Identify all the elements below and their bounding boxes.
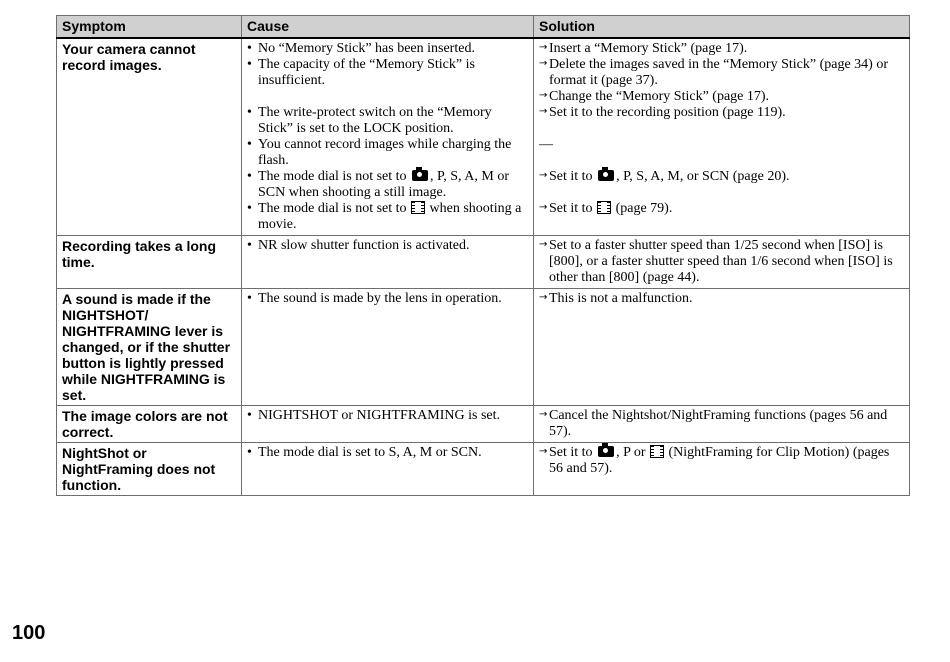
solution-item: → Set to a faster shutter speed than 1/25 second when [ISO] is [800], or a faster shutter speed than 1/6 second when [ISO] is other than [800] (page 44). bbox=[539, 238, 903, 286]
solution-dash: — bbox=[539, 137, 553, 152]
cause-item: • You cannot record images while charging the flash. bbox=[247, 137, 527, 169]
table-row bbox=[57, 443, 910, 496]
cause-cell bbox=[242, 289, 534, 406]
table-header-row bbox=[57, 16, 910, 39]
cause-cell bbox=[242, 406, 534, 443]
camera-mode-icon bbox=[598, 170, 614, 181]
cause-item: • The write-protect switch on the “Memory Stick” is set to the LOCK position. bbox=[247, 105, 527, 137]
solution-text: Set it to bbox=[549, 201, 593, 216]
table-row bbox=[57, 289, 910, 406]
solution-text: , P, S, A, M, or SCN (page 20). bbox=[616, 169, 790, 184]
movie-mode-icon bbox=[411, 201, 425, 214]
camera-mode-icon bbox=[412, 170, 428, 181]
symptom-cell: Your camera cannot record images. bbox=[57, 38, 242, 236]
cause-item: • NR slow shutter function is activated. bbox=[247, 238, 527, 254]
solution-cell bbox=[534, 406, 910, 443]
table-row bbox=[57, 236, 910, 289]
solution-item: → Set it to the recording position (page 119). bbox=[539, 105, 903, 121]
solution-text: Set it to bbox=[549, 169, 593, 184]
cause-item: • The mode dial is set to S, A, M or SCN. bbox=[247, 445, 527, 461]
symptom-cell: Recording takes a long time. bbox=[57, 236, 242, 289]
cause-text: when shooting a movie. bbox=[258, 201, 522, 232]
symptom-cell: The image colors are not correct. bbox=[57, 406, 242, 443]
solution-item bbox=[539, 445, 903, 477]
cause-text: The mode dial is not set to bbox=[258, 169, 407, 184]
cause-text: The mode dial is not set to bbox=[258, 201, 407, 216]
movie-mode-icon bbox=[597, 201, 611, 214]
solution-cell bbox=[534, 38, 910, 236]
solution-item: → Cancel the Nightshot/NightFraming functions (pages 56 and 57). bbox=[539, 408, 903, 440]
solution-item bbox=[539, 169, 903, 185]
solution-item: → This is not a malfunction. bbox=[539, 291, 903, 307]
symptom-cell: NightShot or NightFraming does not function. bbox=[57, 443, 242, 496]
cause-item: • The capacity of the “Memory Stick” is insufficient. bbox=[247, 57, 527, 89]
solution-item: → Insert a “Memory Stick” (page 17). bbox=[539, 41, 903, 57]
cause-item bbox=[247, 201, 527, 233]
cause-cell bbox=[242, 443, 534, 496]
cause-cell bbox=[242, 236, 534, 289]
table-row bbox=[57, 38, 910, 236]
solution-cell bbox=[534, 443, 910, 496]
solution-item: → Change the “Memory Stick” (page 17). bbox=[539, 89, 903, 105]
solution-cell bbox=[534, 289, 910, 406]
solution-cell bbox=[534, 236, 910, 289]
cause-text: , P, S, A, M or SCN when shooting a still image. bbox=[258, 169, 509, 200]
header-symptom: Symptom bbox=[57, 16, 242, 39]
movie-mode-icon bbox=[650, 445, 664, 458]
table-row bbox=[57, 406, 910, 443]
cause-item bbox=[247, 169, 527, 201]
header-cause: Cause bbox=[242, 16, 534, 39]
solution-text: (NightFraming for Clip Motion) (pages 56 and 57). bbox=[549, 445, 890, 476]
solution-item: → Delete the images saved in the “Memory Stick” (page 34) or format it (page 37). bbox=[539, 57, 903, 89]
solution-text: (page 79). bbox=[615, 201, 673, 216]
troubleshooting-table bbox=[56, 15, 910, 496]
page-number: 100 bbox=[12, 622, 46, 644]
camera-mode-icon bbox=[598, 446, 614, 457]
cause-item: • No “Memory Stick” has been inserted. bbox=[247, 41, 527, 57]
header-solution: Solution bbox=[534, 16, 910, 39]
cause-item: • NIGHTSHOT or NIGHTFRAMING is set. bbox=[247, 408, 527, 424]
solution-text: Set it to bbox=[549, 445, 593, 460]
symptom-cell: A sound is made if the NIGHTSHOT/ NIGHTFRAMING lever is changed, or if the shutter button is lightly pressed while NIGHTFRAMING is set. bbox=[57, 289, 242, 406]
solution-item bbox=[539, 201, 903, 217]
solution-text: , P or bbox=[616, 445, 646, 460]
cause-cell bbox=[242, 38, 534, 236]
cause-item: • The sound is made by the lens in operation. bbox=[247, 291, 527, 307]
